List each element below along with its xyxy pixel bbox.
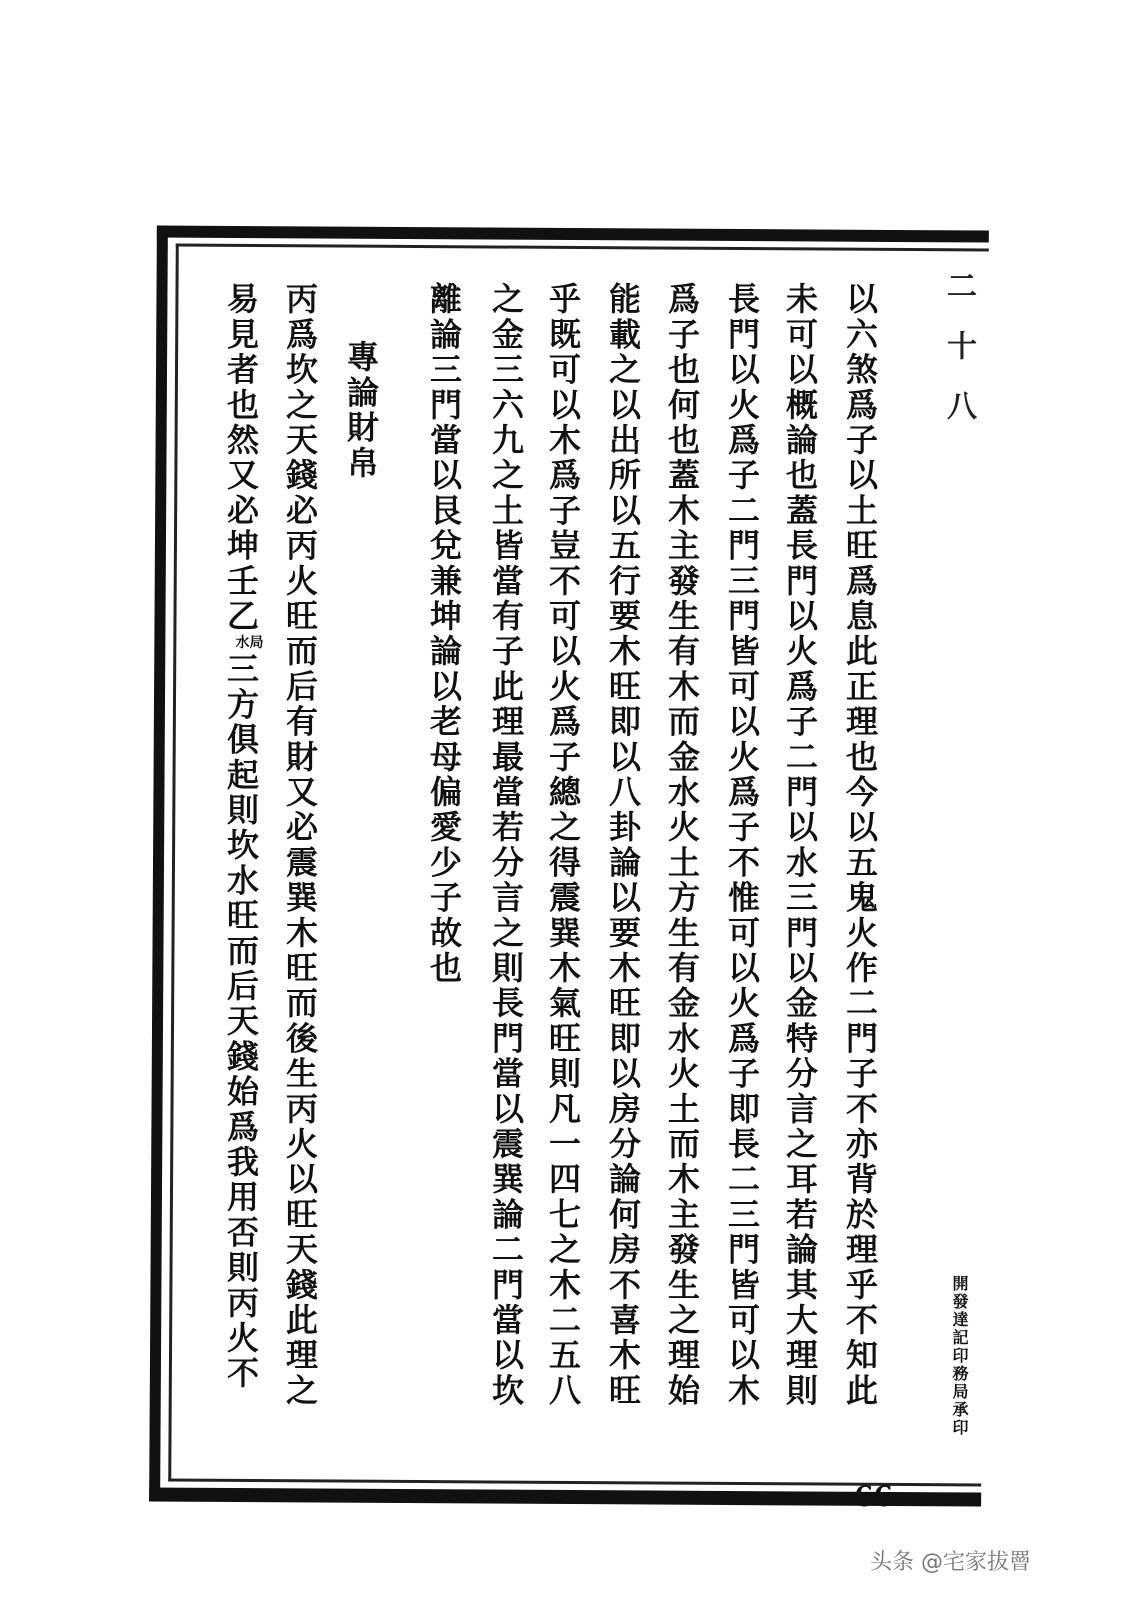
printer-note: 開發達記印務局承印 bbox=[950, 1275, 969, 1437]
page-number: —66— bbox=[826, 1480, 921, 1513]
text-column: 乎既可以木爲子豈不可以火爲子總之得震巽木氣旺則凡一四七之木二五八 bbox=[544, 282, 582, 1409]
text-column: 未可以概論也蓋長門以火爲子二門以水三門以金特分言之耳若論其大理則 bbox=[781, 282, 819, 1409]
text-segment: 三方俱起則坎水旺而后天錢始爲我用否則丙火不 bbox=[222, 652, 260, 1392]
text-column: 以六煞爲子以土旺爲息此正理也今以五鬼火作二門子不亦背於理乎不知此 bbox=[841, 282, 879, 1409]
text-column-last bbox=[221, 282, 268, 1391]
inline-annotation: 水局 bbox=[235, 635, 264, 651]
running-title: 二十八 bbox=[941, 270, 976, 450]
text-column: 爲子也何也蓋木主發生有木而金水火土方生有金水火土而木主發生之理始 bbox=[663, 282, 701, 1409]
text-column: 長門以火爲子二門三門皆可以火爲子不惟可以火爲子即長二三門皆可以木 bbox=[723, 282, 761, 1409]
watermark: 头条 @宅家拔罾 bbox=[870, 1550, 1031, 1575]
text-column: 離論三門當以艮兌兼坤論以老母偏愛少子故也 bbox=[425, 282, 463, 986]
text-column: 丙爲坎之天錢必丙火旺而后有財又必震巽木旺而後生丙火以旺天錢此理之 bbox=[281, 282, 319, 1409]
text-column: 能載之以出所以五行要木旺即以八卦論以要木旺即以房分論何房不喜木旺 bbox=[604, 282, 642, 1409]
section-heading: 專論財帛 bbox=[342, 340, 380, 481]
text-column: 之金三六九之土皆當有子此理最當若分言之則長門當以震巽論二門當以坎 bbox=[487, 282, 525, 1409]
text-segment: 易見者也然又必坤壬乙 bbox=[222, 282, 260, 634]
